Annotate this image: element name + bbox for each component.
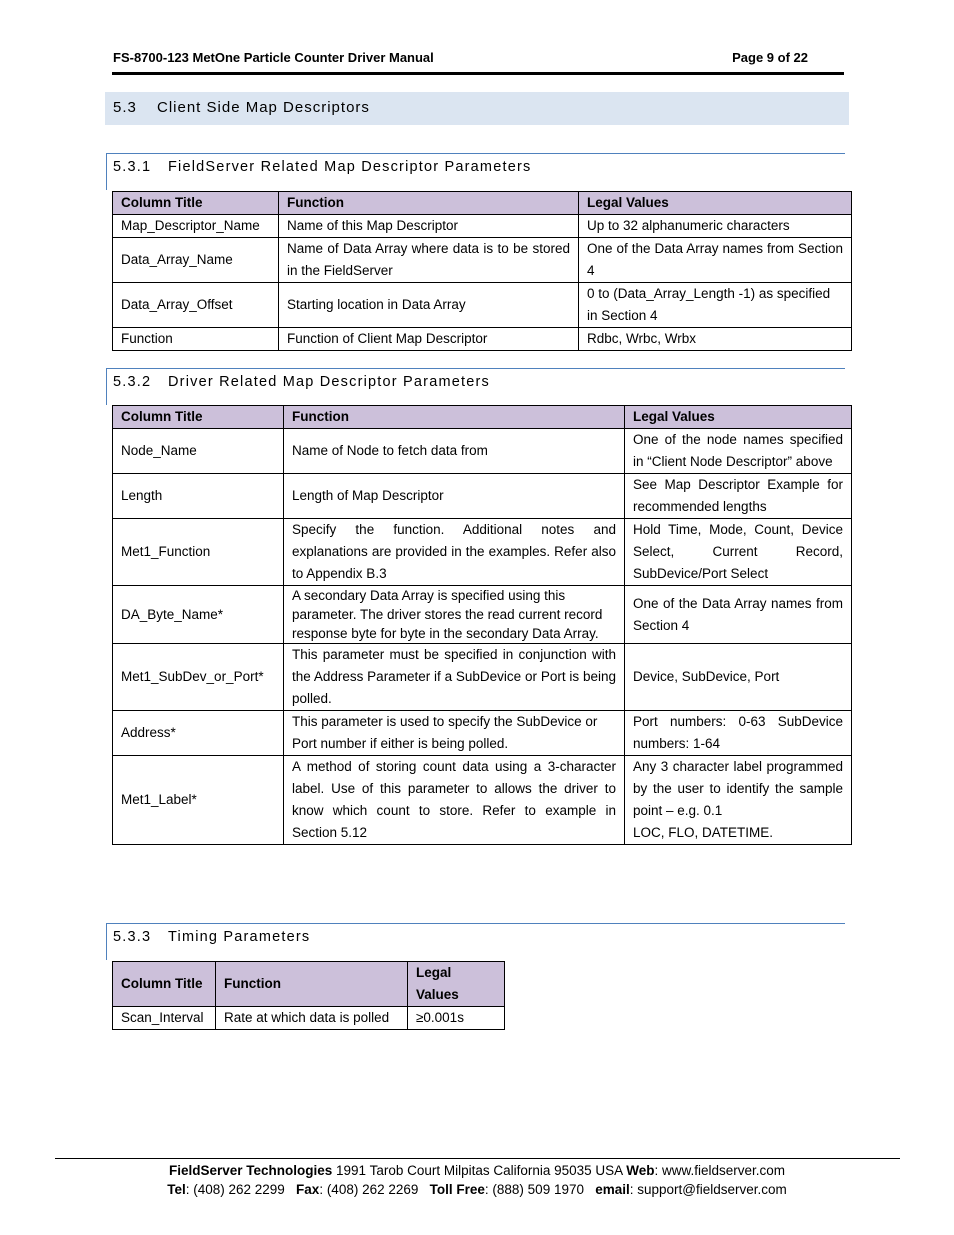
table-cell: Name of Data Array where data is to be stored in the FieldServer bbox=[279, 238, 579, 283]
table-row bbox=[113, 519, 852, 586]
table-cell: See Map Descriptor Example for recommended lengths bbox=[625, 474, 852, 519]
page-header bbox=[113, 50, 808, 68]
table-row bbox=[113, 238, 852, 283]
table-cell: Data_Array_Offset bbox=[113, 283, 279, 328]
table-cell: Function of Client Map Descriptor bbox=[279, 328, 579, 351]
table-row bbox=[113, 283, 852, 328]
table-row bbox=[113, 586, 852, 644]
table-row bbox=[113, 1007, 505, 1030]
table-cell: Length bbox=[113, 474, 284, 519]
subsection-heading-533 bbox=[106, 923, 845, 960]
subsection-title: Timing Parameters bbox=[168, 929, 311, 945]
page-number: Page 9 of 22 bbox=[732, 50, 808, 65]
fieldserver-params-table bbox=[112, 191, 852, 351]
table-cell: Map_Descriptor_Name bbox=[113, 215, 279, 238]
section-heading bbox=[105, 92, 849, 125]
table-row bbox=[113, 711, 852, 756]
subsection-title: Driver Related Map Descriptor Parameters bbox=[168, 374, 490, 390]
table-cell: Specify the function. Additional notes and explanations are provided in the examples. Refer also to Appendix B.3 bbox=[284, 519, 625, 586]
subsection-number: 5.3.2 bbox=[113, 374, 152, 390]
column-header: Column Title bbox=[113, 192, 279, 215]
footer-tel: : (408) 262 2299 bbox=[185, 1182, 297, 1197]
table-cell: Port numbers: 0-63 SubDevice numbers: 1-64 bbox=[625, 711, 852, 756]
footer-fax-label: Fax bbox=[296, 1182, 320, 1197]
table-cell: This parameter must be specified in conjunction with the Address Parameter if a SubDevice or Port is being polled. bbox=[284, 644, 625, 711]
footer-rule bbox=[55, 1158, 900, 1159]
footer-email: : support@fieldserver.com bbox=[629, 1182, 787, 1197]
footer-web: : www.fieldserver.com bbox=[654, 1163, 786, 1178]
table-cell: A secondary Data Array is specified using this parameter. The driver stores the read current record response byte for byte in the secondary Data Array. bbox=[284, 586, 625, 644]
table-cell: A method of storing count data using a 3-character label. Use of this parameter to allows the driver to know which count to store. Refer to example in Section 5.12 bbox=[284, 756, 625, 845]
column-header: Function bbox=[216, 962, 408, 1007]
subsection-number: 5.3.1 bbox=[113, 159, 152, 175]
footer-tollfree: : (888) 509 1970 bbox=[484, 1182, 596, 1197]
timing-params-table bbox=[112, 961, 505, 1030]
subsection-title: FieldServer Related Map Descriptor Parameters bbox=[168, 159, 532, 175]
table-cell: Up to 32 alphanumeric characters bbox=[579, 215, 852, 238]
table-cell bbox=[625, 756, 852, 845]
footer-line-2 bbox=[0, 1182, 954, 1197]
footer-web-label: Web bbox=[626, 1163, 655, 1178]
table-cell: One of the Data Array names from Section 4 bbox=[579, 238, 852, 283]
footer-line-1 bbox=[0, 1163, 954, 1178]
column-header: Column Title bbox=[113, 406, 284, 429]
footer-fax: : (408) 262 2269 bbox=[319, 1182, 430, 1197]
table-cell: One of the Data Array names from Section 4 bbox=[625, 586, 852, 644]
legal-values-line: Any 3 character label programmed by the user to identify the sample point – e.g. 0.1 bbox=[633, 759, 843, 818]
table-cell: Function bbox=[113, 328, 279, 351]
table-cell: Address* bbox=[113, 711, 284, 756]
table-cell: DA_Byte_Name* bbox=[113, 586, 284, 644]
footer-email-label: email bbox=[595, 1182, 630, 1197]
footer-tollfree-label: Toll Free bbox=[429, 1182, 485, 1197]
subsection-number: 5.3.3 bbox=[113, 929, 152, 945]
table-row bbox=[113, 429, 852, 474]
table-cell: This parameter is used to specify the SubDevice or Port number if either is being polled. bbox=[284, 711, 625, 756]
footer-tel-label: Tel bbox=[167, 1182, 186, 1197]
section-number: 5.3 bbox=[113, 99, 137, 116]
table-row bbox=[113, 474, 852, 519]
table-cell: Data_Array_Name bbox=[113, 238, 279, 283]
document-title: FS-8700-123 MetOne Particle Counter Driver Manual bbox=[113, 50, 434, 65]
table-header-row bbox=[113, 406, 852, 429]
table-row bbox=[113, 215, 852, 238]
column-header: Column Title bbox=[113, 962, 216, 1007]
column-header: Function bbox=[284, 406, 625, 429]
footer-address: 1991 Tarob Court Milpitas California 95035 USA bbox=[332, 1163, 627, 1178]
table-cell: Met1_Function bbox=[113, 519, 284, 586]
table-cell: ≥0.001s bbox=[408, 1007, 505, 1030]
footer-company: FieldServer Technologies bbox=[168, 1163, 333, 1178]
column-header: Legal Values bbox=[625, 406, 852, 429]
section-title: Client Side Map Descriptors bbox=[157, 99, 370, 116]
table-cell: Hold Time, Mode, Count, Device Select, Current Record, SubDevice/Port Select bbox=[625, 519, 852, 586]
table-cell: 0 to (Data_Array_Length -1) as specified in Section 4 bbox=[579, 283, 852, 328]
table-cell: Node_Name bbox=[113, 429, 284, 474]
table-cell: One of the node names specified in “Client Node Descriptor” above bbox=[625, 429, 852, 474]
table-row bbox=[113, 328, 852, 351]
table-cell: Rate at which data is polled bbox=[216, 1007, 408, 1030]
table-cell: Length of Map Descriptor bbox=[284, 474, 625, 519]
column-header: Legal Values bbox=[408, 962, 505, 1007]
table-cell: Met1_SubDev_or_Port* bbox=[113, 644, 284, 711]
subsection-heading-531 bbox=[106, 153, 845, 190]
table-cell: Scan_Interval bbox=[113, 1007, 216, 1030]
table-cell: Met1_Label* bbox=[113, 756, 284, 845]
table-cell: Rdbc, Wrbc, Wrbx bbox=[579, 328, 852, 351]
table-cell: Name of this Map Descriptor bbox=[279, 215, 579, 238]
legal-values-line: LOC, FLO, DATETIME. bbox=[633, 825, 774, 840]
driver-params-table bbox=[112, 405, 852, 845]
table-row bbox=[113, 756, 852, 845]
table-row bbox=[113, 644, 852, 711]
column-header: Legal Values bbox=[579, 192, 852, 215]
table-header-row bbox=[113, 962, 505, 1007]
header-rule bbox=[112, 72, 844, 75]
subsection-heading-532 bbox=[106, 368, 845, 405]
table-cell: Name of Node to fetch data from bbox=[284, 429, 625, 474]
table-header-row bbox=[113, 192, 852, 215]
table-cell: Starting location in Data Array bbox=[279, 283, 579, 328]
table-cell: Device, SubDevice, Port bbox=[625, 644, 852, 711]
column-header: Function bbox=[279, 192, 579, 215]
